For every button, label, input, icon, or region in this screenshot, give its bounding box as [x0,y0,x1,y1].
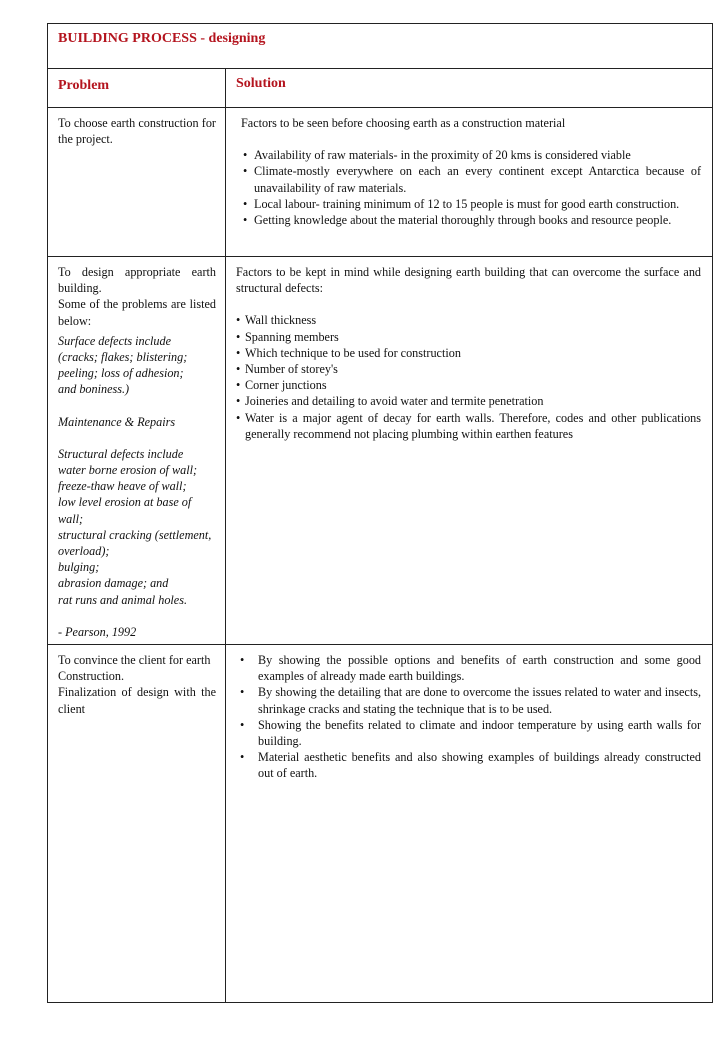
problem-text: Construction. [58,669,125,684]
problem-header-cell [48,69,226,108]
defect-line: freeze-thaw heave of wall; [58,479,187,494]
building-process-table [47,23,713,1003]
table-title: BUILDING PROCESS - designing [58,31,266,46]
list-item: • Joineries and detailing to avoid water and termite penetration [236,393,701,409]
table-row [48,108,713,257]
list-item: • Local labour- training minimum of 12 to 15 people is must for good earth construction. [236,196,701,212]
solution-intro: Factors to be kept in mind while designing earth building that can overcome the surface and structural defects: [236,265,702,296]
list-item: • Getting knowledge about the material thoroughly through books and resource people. [236,212,701,228]
maintenance-label: Maintenance & Repairs [58,414,176,429]
defect-line: (cracks; flakes; blistering; [58,350,188,365]
defect-line: structural cracking (settlement, overload); [58,527,212,559]
table-row [48,257,713,645]
problem-cell [48,257,226,645]
defect-line: peeling; loss of adhesion; [58,366,184,381]
defect-line: water borne erosion of wall; [58,463,198,478]
list-item: • By showing the possible options and benefits of earth construction and some good examples of already made earth buildings. [236,652,701,684]
citation: - Pearson, 1992 [58,624,137,639]
solution-cell [226,257,713,645]
list-item: • Number of storey's [236,361,701,377]
solution-cell [226,108,713,257]
problem-text: To convince the client for earth [58,653,211,668]
problem-text: Some of the problems are listed below: [58,297,216,328]
list-item: • Which technique to be used for construction [236,345,701,361]
bullet-list [236,147,701,228]
defect-line: rat runs and animal holes. [58,592,187,607]
solution-cell [226,645,713,1003]
list-item: • Wall thickness [236,312,701,328]
problem-header: Problem [58,78,110,93]
list-item: • Climate-mostly everywhere on each an every continent except Antarctica because of unavailability of raw materials. [236,163,701,195]
table-row [48,645,713,1003]
defect-line: abrasion damage; and [58,576,169,591]
defect-line: Surface defects include [58,333,172,348]
list-item: • Water is a major agent of decay for earth walls. Therefore, codes and other publications generally recommend not placing plumbing within earthen features [236,410,701,442]
bullet-list [236,652,701,782]
title-row [48,24,713,69]
list-item: • Material aesthetic benefits and also showing examples of buildings already constructed out of earth. [236,749,701,781]
list-item: • By showing the detailing that are done to overcome the issues related to water and insects, shrinkage cracks and stating the technique that is to be used. [236,684,701,716]
list-item: • Spanning members [236,329,701,345]
defect-line: Structural defects include [58,446,184,461]
defect-line: and boniness.) [58,382,130,397]
title-cell [48,24,713,69]
problem-text: To design appropriate earth building. [58,265,216,296]
solution-header-cell [226,69,713,108]
defect-line: low level erosion at base of wall; [58,495,192,526]
list-item: • Availability of raw materials- in the proximity of 20 kms is considered viable [236,147,701,163]
problem-text: Finalization of design with the client [58,685,216,716]
list-item: • Corner junctions [236,377,701,393]
structural-defects [58,446,216,608]
bullet-list [236,312,701,442]
list-item: • Showing the benefits related to climate and indoor temperature by using earth walls for building. [236,717,701,749]
solution-header: Solution [236,76,286,91]
solution-intro: Factors to be seen before choosing earth as a construction material [241,116,566,130]
problem-text: To choose earth construction for the project. [58,116,216,147]
problem-cell [48,108,226,257]
header-row [48,69,713,108]
defect-line: bulging; [58,560,100,575]
surface-defects [58,333,216,398]
problem-cell [48,645,226,1003]
